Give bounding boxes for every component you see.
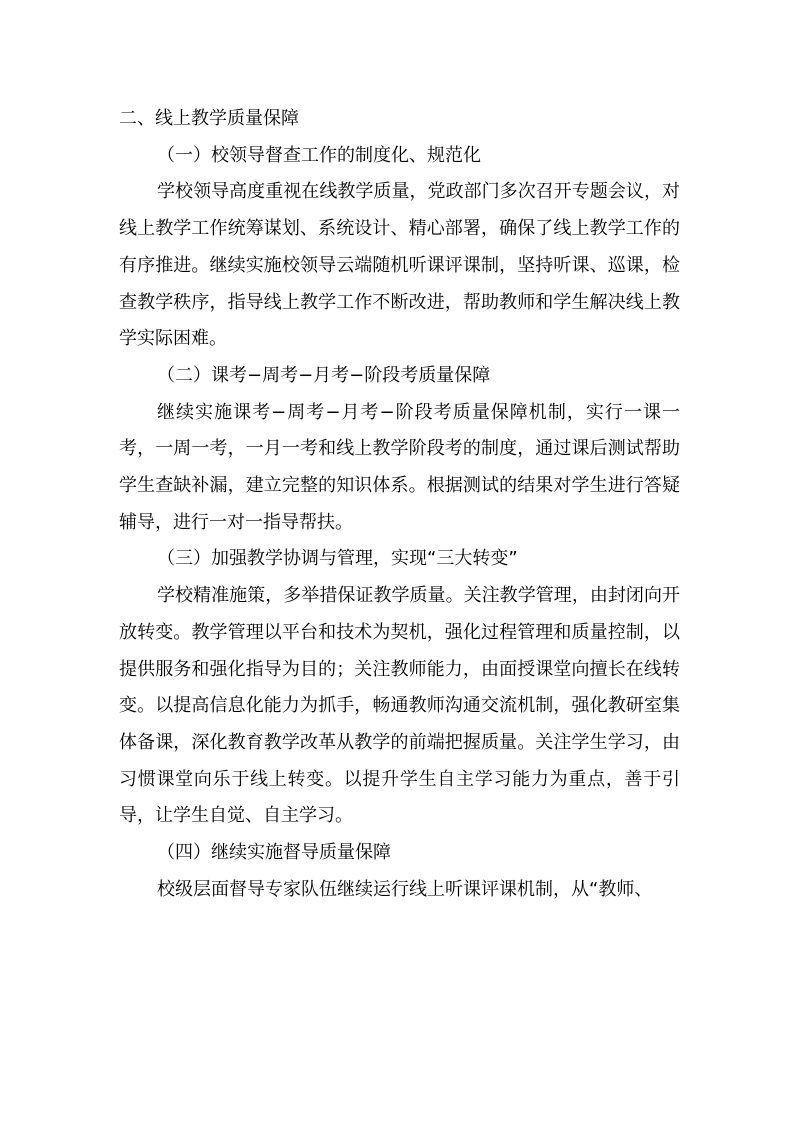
subsection-body-3: 学校精准施策，多举措保证教学质量。关注教学管理，由封闭向开放转变。教学管理以平台和技术为契机，强化过程管理和质量控制，以提供服务和强化指导为目的；关注教师能力，由面授课堂向擅长在线转变。以提高信息化能力为抓手，畅通教师沟通交流机制，强化教研室集体备课，深化教育教学改革从教学的前端把握质量。关注学生学习，由习惯课堂向乐于线上转变。以提升学生自主学习能力为重点，善于引导，让学生自觉、自主学习。 (119, 585, 680, 827)
subsection-body-2: 继续实施课考−周考−月考−阶段考质量保障机制，实行一课一考，一周一考，一月一考和线上教学阶段考的制度，通过课后测试帮助学生查缺补漏，建立完整的知识体系。根据测试的结果对学生进行答疑辅导，进行一对一指导帮扶。 (119, 401, 680, 533)
subsection-title-1: （一）校领导督查工作的制度化、规范化 (157, 144, 481, 166)
subsection-title-4: （四）继续实施督导质量保障 (157, 842, 391, 864)
subsection-body-4: 校级层面督导专家队伍继续运行线上听课评课机制，从“教师、 (157, 878, 653, 900)
document-content (119, 101, 680, 908)
subsection-body-1: 学校领导高度重视在线教学质量，党政部门多次召开专题会议，对线上教学工作统筹谋划、系统设计、精心部署，确保了线上教学工作的有序推进。继续实施校领导云端随机听课评课制，坚持听课、巡课，检查教学秩序，指导线上教学工作不断改进，帮助教师和学生解决线上教学实际困难。 (119, 181, 680, 350)
subsection-title-3: （三）加强教学协调与管理，实现“三大转变” (157, 548, 518, 570)
subsection-title-2: （二）课考−周考−月考−阶段考质量保障 (157, 364, 491, 386)
section-heading: 二、线上教学质量保障 (119, 108, 299, 129)
